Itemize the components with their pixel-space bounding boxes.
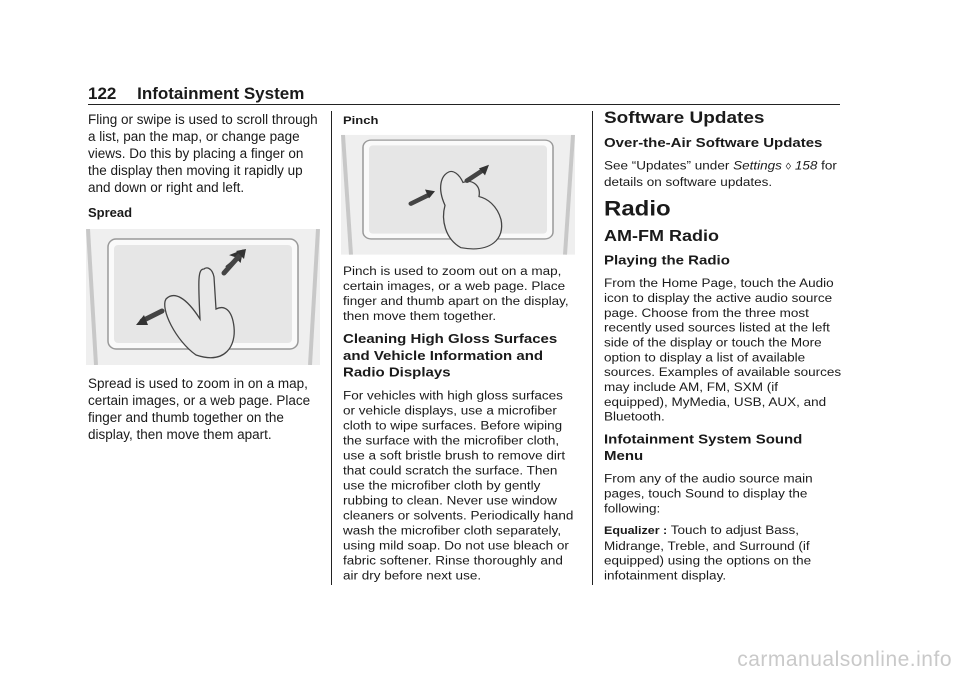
sound-menu-heading: Infotainment System Sound Menu [604,432,803,464]
ota-text-pre: See “Updates” under [604,158,734,173]
watermark: carmanualsonline.info [737,648,952,671]
spread-paragraph: Spread is used to zoom in on a map, certain images, or a web page. Place finger and thumb together on the display, then move them apart. [88,376,311,442]
equalizer-term: Equalizer : [604,524,668,537]
pinch-label: Pinch [343,113,379,127]
equalizer-paragraph [604,523,844,583]
ota-paragraph [604,158,844,189]
spread-label: Spread [88,205,133,220]
playing-paragraph: From the Home Page, touch the Audio icon to display the active audio source page. Choose from the three most recently used sources listed at the left side of the display or touch the More option to display a list of available sources. Examples of available sources may include AM, FM, SXM (if equipped), MyMedia, USB, AUX, and Bluetooth. [604,276,842,424]
cleaning-heading: Cleaning High Gloss Surfaces and Vehicle Information and Radio Displays [343,331,558,381]
fling-paragraph: Fling or swipe is used to scroll through a list, pan the map, or change page views. Do this by placing a finger on the display then moving it rapidly up and down or right and left. [88,112,318,195]
page-ref-icon: ◊ [785,161,792,173]
ota-heading: Over-the-Air Software Updates [604,135,823,151]
software-updates-heading: Software Updates [604,109,765,128]
column-3 [604,111,844,590]
equalizer-text: Touch to adjust Bass, Midrange, Treble, and Surround (if equipped) using the options on the infotainment display. [604,523,812,583]
column-divider-2 [592,111,593,585]
page-number: 122 [88,84,117,103]
sound-menu-paragraph: From any of the audio source main pages, touch Sound to display the following: [604,472,813,515]
settings-link[interactable]: Settings [733,158,782,173]
playing-heading: Playing the Radio [604,253,730,269]
cleaning-paragraph: For vehicles with high gloss surfaces or vehicle displays, use a microfiber cloth to wipe surfaces. Before wiping the surface with the microfiber cloth, use a soft bristle brush to remove dirt that could scratch the surface. Then use the microfiber cloth by gently rubbing to clean. Never use window cleaners or solvents. Periodically hand wash the microfiber cloth separately, using mild soap. Do not use bleach or fabric softener. Rinse thoroughly and air dry before next use. [343,388,574,583]
spread-gesture-illustration [86,229,320,365]
column-2 [343,111,578,590]
pinch-paragraph: Pinch is used to zoom out on a map, certain images, or a web page. Place finger and thumb apart on the display, then move them together. [343,264,569,323]
ota-text-post: for details on software updates. [604,158,837,189]
section-title: Infotainment System [137,84,305,103]
header-rule [88,104,840,105]
page-ref-number[interactable]: 158 [794,158,818,173]
amfm-heading: AM-FM Radio [604,227,719,245]
column-divider-1 [331,111,332,585]
radio-heading: Radio [604,197,671,221]
column-1 [88,111,320,451]
page-header [88,84,304,104]
pinch-gesture-illustration [341,135,575,255]
